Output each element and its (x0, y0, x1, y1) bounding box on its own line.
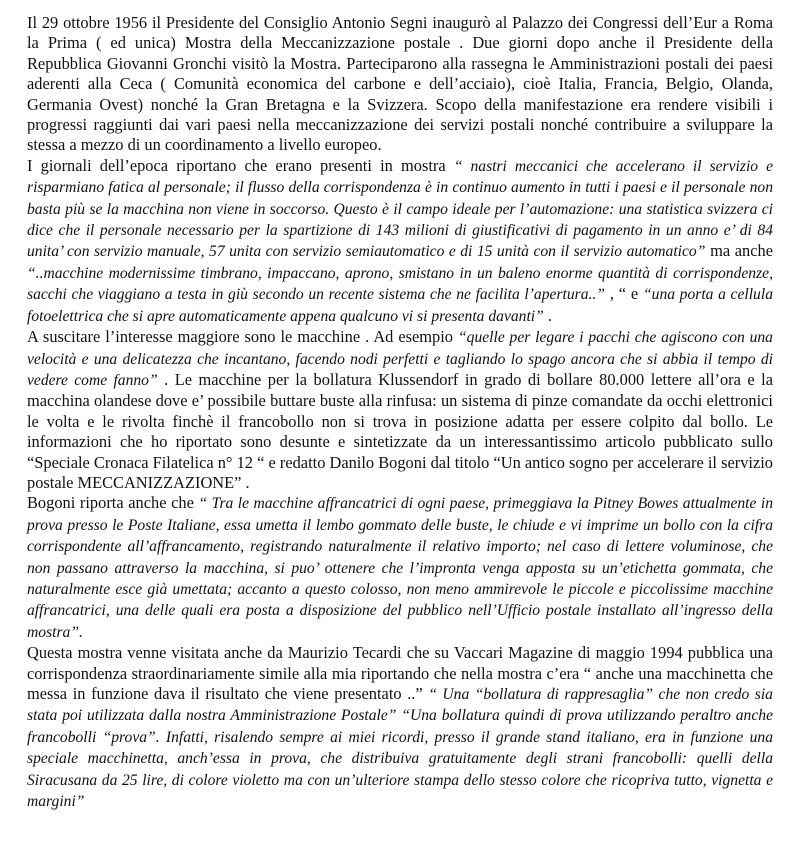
text-run: ma anche (705, 241, 773, 261)
paragraph-bogoni (27, 493, 773, 643)
text-run: Bogoni riporta anche che (27, 493, 199, 513)
quote-run: “..macchine modernissime timbrano, impaccano, aprono, smistano in un baleno enorme quantità di corrispondenze, sacchi che viaggiano a testa in giù secondo un recente sistema che ne facilita l’apertura..” (27, 264, 773, 304)
text-run: A suscitare l’interesse maggiore sono le macchine . Ad esempio (27, 327, 458, 347)
text-run: . Le macchine per la bollatura Klussendorf in grado di bollare 80.000 lettere all’ora e la macchina olandese dove e’ possibile buttare buste alla rinfusa: un sistema di pinze comandate da occhi elettronici le volta e le rivolta finchè il francobollo non si trova in posizione adatta per essere colpito dal bollo. Le informazioni che ho riportato sono desunte e sintetizzate da un interessantissimo articolo pubblicato sullo “Speciale Cronaca Filatelica n° 12 “ e redatto Danilo Bogoni dal titolo “Un antico sogno per accelerare il servizio postale MECCANIZZAZIONE” . (27, 369, 773, 492)
text-run: , “ e (604, 284, 643, 304)
paragraph-tecardi (27, 643, 773, 812)
quote-run: “quelle per legare i pacchi che agiscono con una velocità e una delicatezza che incantano, facendo nodi perfetti e tagliando lo spago ancora che si abbia il tempo di vedere come fanno” (27, 329, 773, 389)
text-run: Il 29 ottobre 1956 il Presidente del Consiglio Antonio Segni inaugurò al Palazzo dei Congressi dell’Eur a Roma la Prima ( ed unica) Mostra della Meccanizzazione postale . Due giorni dopo anche il Presidente della Repubblica Giovanni Gronchi visitò la Mostra. Parteciparono alla rassegna le Amministrazioni postali dei paesi aderenti alla Ceca ( Comunità economica del carbone e dell’acciaio), cioè Italia, Francia, Belgio, Olanda, Germania Ovest) nonché la Gran Bretagna e la Svizzera. Scopo della manifestazione era rendere visibili i progressi raggiunti dai vari paesi nella meccanizzazione dei servizi postali nonché contribuire a sviluppare la stessa a mezzo di un coordinamento a livello europeo. (27, 13, 773, 155)
quote-run: “ Una “bollatura di rappresaglia” che non credo sia stata poi utilizzata dalla nostra Amministrazione Postale” “Una bollatura quindi di prova utilizzando peraltro anche francobolli “prova”. Infatti, risalendo sempre ai miei ricordi, presso il grande stand italiano, era in funzione una speciale macchinetta, anch’essa in prova, che distribuiva gratuitamente degli strani francobolli: quelli della Siracusana da 25 lire, di colore violetto ma con un’ulteriore stampa dello stesso colore che ricopriva tutto, vignetta e margini” (27, 686, 773, 811)
text-run: Questa mostra venne visitata anche da Maurizio Tecardi che su Vaccari Magazine di maggio 1994 pubblica una corrispondenza straordinariamente simile alla mia riportando che nella mostra c’era “ anche una macchinetta che messa in funzione dava il risultato che viene presentato ..” (27, 643, 773, 703)
paragraph-giornali-epoca (27, 156, 773, 327)
quote-run: “una porta a cellula fotoelettrica che si apre automaticamente appena qualcuno vi si presenta davanti” (27, 286, 773, 325)
document-page (27, 13, 773, 812)
quote-run: “ nastri meccanici che accelerano il servizio e risparmiano fatica al personale; il flusso della corrispondenza è in continuo aumento in tutti i paesi e il personale non basta più se la macchina non viene in soccorso. Questo è il campo ideale per l’automazione: una statistica svizzera ci dice che il personale necessario per la spartizione di 143 milioni di giustificativi di pagamento in un anno e’ di 84 unita’ con servizio manuale, 57 unita con servizio semiautomatico e di 15 unità con il servizio automatico” (27, 157, 773, 261)
paragraph-mostra-intro (27, 13, 773, 156)
quote-run: “ Tra le macchine affrancatrici di ogni paese, primeggiava la Pitney Bowes attualmente in prova presso le Poste Italiane, essa umetta il lembo gommato delle buste, le chiude e vi imprime un bollo con la cifra corrispondente all’affrancamento, registrando naturalmente il relativo importo; nel caso di lettere voluminose, che non passano attraverso la macchina, si puo’ ottenere che l’impronta venga apposta su un’etichetta gommata, che naturalmente esce già umettata; accanto a questo colosso, non meno ammirevole le piccole e piccolissime macchine affrancatrici, una delle quali era posta a disposizione del pubblico nell’Ufficio postale installato all’ingresso della mostra”. (27, 495, 774, 641)
text-run: . (543, 305, 553, 325)
text-run: I giornali dell’epoca riportano che erano presenti in mostra (27, 155, 454, 175)
paragraph-macchine (27, 327, 773, 493)
